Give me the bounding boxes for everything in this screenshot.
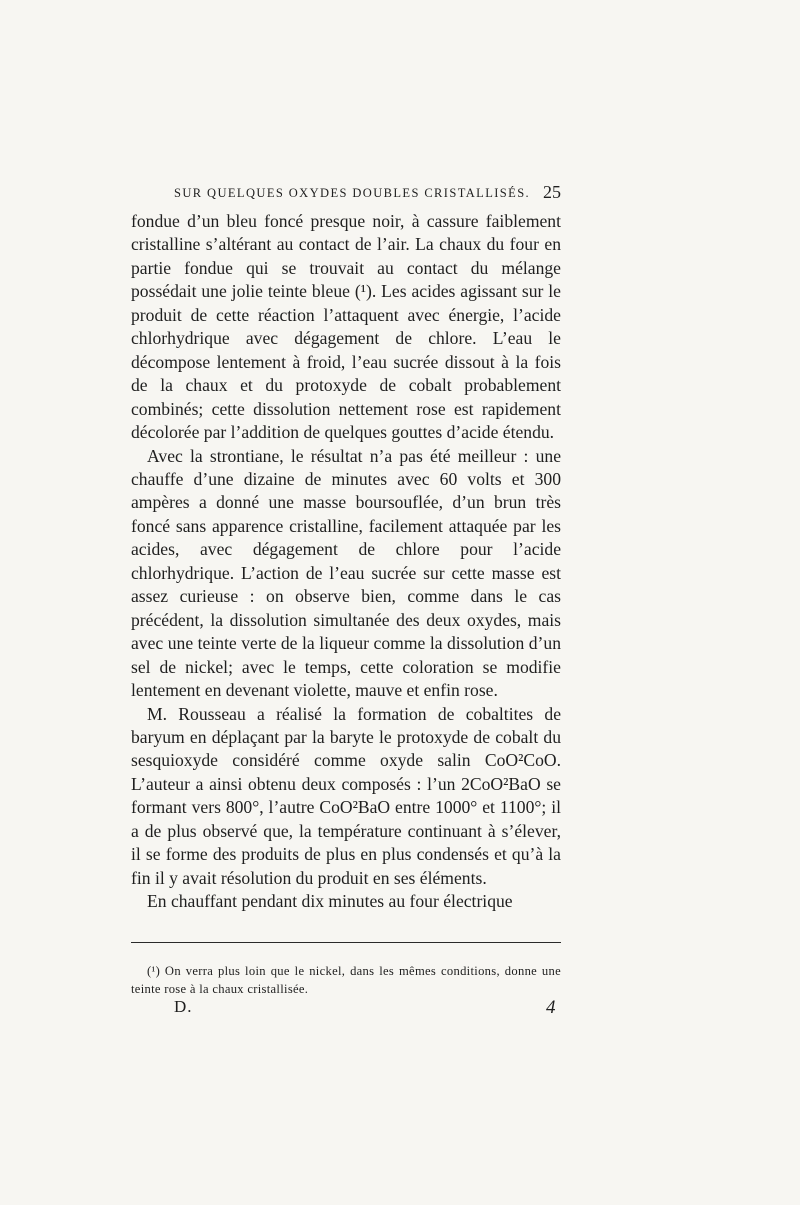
main-text <box>131 210 561 914</box>
signature-mark: D. <box>174 997 193 1016</box>
running-title: SUR QUELQUES OXYDES DOUBLES CRISTALLISÉS. <box>174 186 531 200</box>
paragraph: fondue d’un bleu foncé presque noir, à cassure faiblement cristalline s’altérant au contact de l’air. La chaux du four en partie fondue qui se trouvait au contact du mélange possédait une jolie teinte bleue (¹). Les acides agissant sur le produit de cette réaction l’attaquent avec énergie, l’acide chlorhydrique avec dégagement de chlore. L’eau le décompose lentement à froid, l’eau sucrée dissout à la fois de la chaux et du protoxyde de cobalt probablement combinés; cette dissolution nettement rose est rapidement décolorée par l’addition de quelques gouttes d’acide étendu. <box>131 211 561 443</box>
page-number: 25 <box>543 182 561 202</box>
paragraph: En chauffant pendant dix minutes au four électrique <box>147 891 513 912</box>
footnote-divider <box>131 942 561 943</box>
signature-number: 4 <box>546 997 556 1018</box>
paragraph: M. Rousseau a réalisé la formation de cobaltites de baryum en déplaçant par la baryte le protoxyde de cobalt du sesquioxyde considéré comme oxyde salin CoO²CoO. L’auteur a ainsi obtenu deux composés : l’un 2CoO²BaO se formant vers 800°, l’autre CoO²BaO entre 1000° et 1100°; il a de plus observé que, la température continuant à s’élever, il se forme des produits de plus en plus condensés et qu’à la fin il y avait résolution du produit en ses éléments. <box>131 703 561 888</box>
footnote: (¹) On verra plus loin que le nickel, dans les mêmes conditions, donne une teinte rose à la chaux cristallisée. <box>131 964 561 996</box>
paragraph: Avec la strontiane, le résultat n’a pas été meilleur : une chauffe d’une dizaine de minutes avec 60 volts et 300 ampères a donné une masse boursouflée, d’un brun très foncé sans apparence cristalline, facilement attaquée par les acides, avec dégagement de chlore pour l’acide chlorhydrique. L’action de l’eau sucrée sur cette masse est assez curieuse : on observe bien, comme dans le cas précédent, la dissolution simultanée des deux oxydes, mais avec une teinte verte de la liqueur comme la dissolution d’un sel de nickel; avec le temps, cette coloration se modifie lentement en devenant violette, mauve et enfin rose. <box>131 445 561 701</box>
